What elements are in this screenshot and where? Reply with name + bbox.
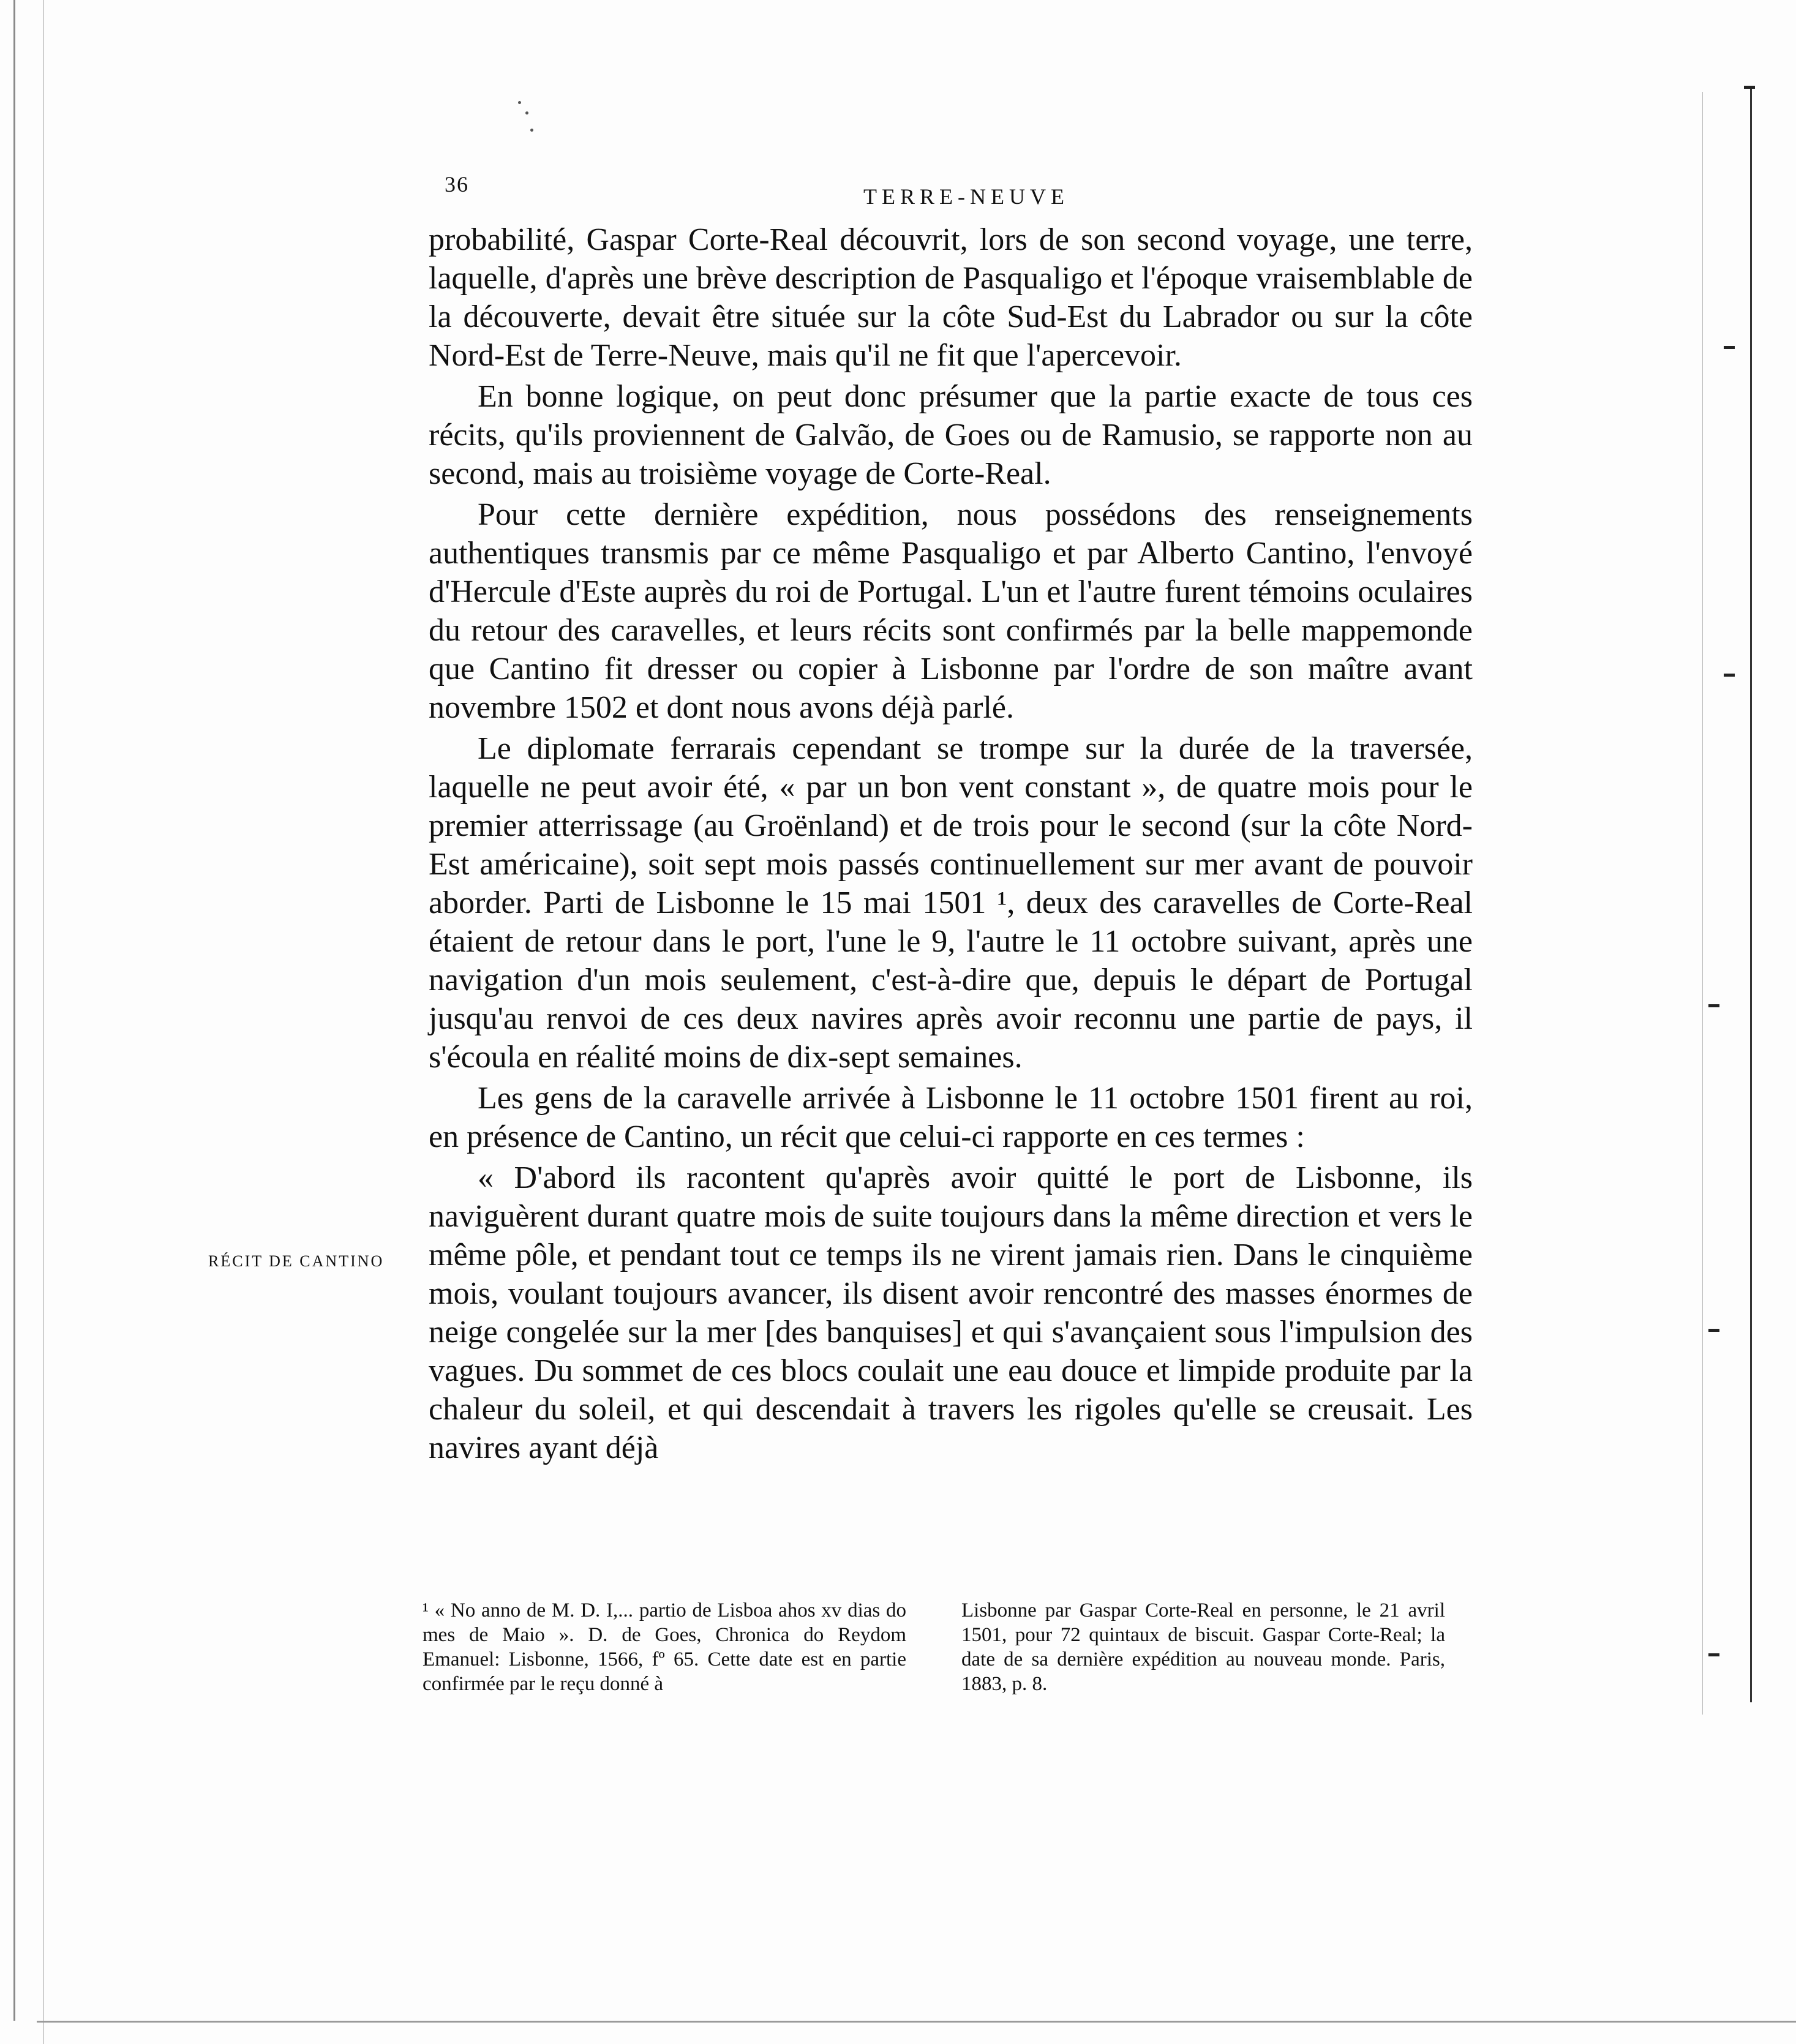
footnote-right: Lisbonne par Gaspar Corte-Real en personne, le 21 avril 1501, pour 72 quintaux de biscuit. Gaspar Corte-Real; la date de sa dernière expédition au nouveau monde. Paris, 1883, p. 8.: [961, 1599, 1445, 1695]
running-title: TERRE-NEUVE: [863, 184, 1069, 209]
margin-note: RÉCIT DE CANTINO: [208, 1252, 385, 1270]
paragraph: « D'abord ils racontent qu'après avoir quitté le port de Lisbonne, ils naviguèrent durant quatre mois de suite toujours dans la même direction et vers le même pôle, et pendant tout ce temps ils ne virent jamais rien. Dans le cinquième mois, voulant toujours avancer, ils disent avoir rencontré des masses énormes de neige congelée sur la mer [des banquises] et qui s'avançaient sous l'impulsion des vagues. Du sommet de ces blocs coulait une eau douce et limpide produite par la chaleur du soleil, et qui descendait à travers les rigoles qu'elle se creusait. Les navires ayant déjà: [429, 1160, 1473, 1465]
ink-speck: [525, 111, 528, 115]
edge-tick: [1708, 1004, 1719, 1007]
page-edge-right: [1750, 86, 1752, 1702]
edge-tick: [1708, 1329, 1719, 1332]
paragraph: Pour cette dernière expédition, nous possédons des renseignements authentiques transmis par ce même Pasqualigo et par Alberto Cantino, l'envoyé d'Hercule d'Este auprès du roi de Portugal. L'un et l'autre furent témoins oculaires du retour des caravelles, et leurs récits sont confirmés par la belle mappemonde que Cantino fit dresser ou copier à Lisbonne par l'ordre de son maître avant novembre 1502 et dont nous avons déjà parlé.: [429, 497, 1473, 725]
page-number: 36: [445, 172, 469, 197]
ink-speck: [518, 101, 521, 104]
footnote-left: ¹ « No anno de M. D. I,... partio de Lisboa ahos xv dias do mes de Maio ». D. de Goes, Chronica do Reydom Emanuel: Lisbonne, 1566, fº 65. Cette date est en partie confirmée par le reçu donné à: [423, 1599, 906, 1695]
edge-tick: [1708, 1653, 1719, 1656]
paragraph: Les gens de la caravelle arrivée à Lisbonne le 11 octobre 1501 firent au roi, en présence de Cantino, un récit que celui-ci rapporte en ces termes :: [429, 1081, 1473, 1154]
paragraph: probabilité, Gaspar Corte-Real découvrit, lors de son second voyage, une terre, laquelle, d'après une brève description de Pasqualigo et l'époque vraisemblable de la découverte, devait être située sur la côte Sud-Est du Labrador ou sur la côte Nord-Est de Terre-Neuve, mais qu'il ne fit que l'apercevoir.: [429, 222, 1473, 373]
edge-tick: [1744, 86, 1755, 89]
edge-tick: [1724, 346, 1735, 349]
ink-speck: [530, 129, 533, 132]
footnotes: [423, 1598, 1445, 1696]
page-edge-right-thin: [1702, 92, 1703, 1715]
page-edge-bottom: [37, 2021, 1796, 2023]
edge-tick: [1724, 674, 1735, 677]
paragraph: Le diplomate ferrarais cependant se trompe sur la durée de la traversée, laquelle ne peut avoir été, « par un bon vent constant », de quatre mois pour le premier atterrissage (au Groënland) et de trois pour le second (sur la côte Nord-Est américaine), soit sept mois passés continuellement sur mer avant de pouvoir aborder. Parti de Lisbonne le 15 mai 1501 ¹, deux des caravelles de Corte-Real étaient de retour dans le port, l'une le 9, l'autre le 11 octobre suivant, après une navigation d'un mois seulement, c'est-à-dire que, depuis le départ de Portugal jusqu'au renvoi de ces deux navires après avoir reconnu une partie de pays, il s'écoula en réalité moins de dix-sept semaines.: [429, 731, 1473, 1075]
page-edge-left: [13, 0, 15, 2021]
body-text: [429, 220, 1473, 1467]
paragraph: En bonne logique, on peut donc présumer que la partie exacte de tous ces récits, qu'ils proviennent de Galvão, de Goes ou de Ramusio, se rapporte non au second, mais au troisième voyage de Corte-Real.: [429, 379, 1473, 491]
page-edge-inner: [43, 0, 44, 2044]
